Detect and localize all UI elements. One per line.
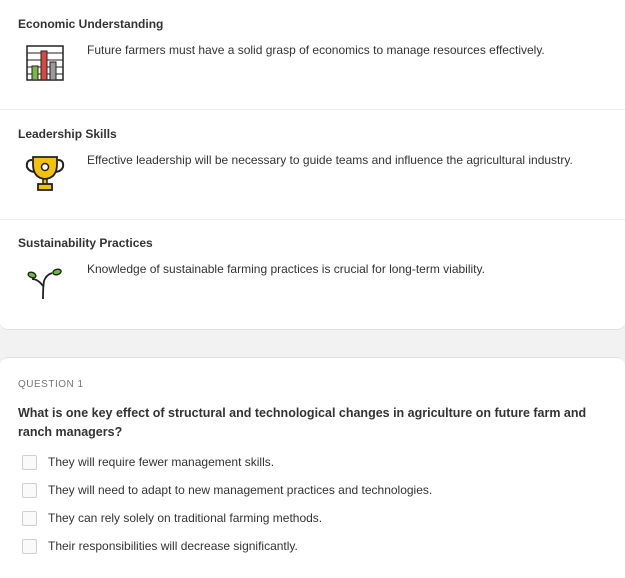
answer-option-label: Their responsibilities will decrease significantly. <box>48 539 298 553</box>
skill-description: Future farmers must have a solid grasp of economics to manage resources effectively. <box>87 43 545 57</box>
answer-option[interactable] <box>18 480 578 502</box>
skill-description: Knowledge of sustainable farming practices is crucial for long-term viability. <box>87 262 485 276</box>
skill-sustainability-practices <box>0 219 625 328</box>
answer-option[interactable] <box>18 536 578 558</box>
checkbox[interactable] <box>22 455 37 470</box>
answer-option[interactable] <box>18 508 578 530</box>
checkbox[interactable] <box>22 539 37 554</box>
answer-option[interactable] <box>18 452 578 474</box>
answer-option-label: They can rely solely on traditional farming methods. <box>48 511 323 525</box>
question-card <box>0 357 625 578</box>
skill-title: Leadership Skills <box>18 127 117 141</box>
answer-option-label: They will require fewer management skills. <box>48 455 275 469</box>
checkbox[interactable] <box>22 483 37 498</box>
skill-title: Economic Understanding <box>18 17 164 31</box>
checkbox[interactable] <box>22 511 37 526</box>
answer-option-label: They will need to adapt to new management practices and technologies. <box>48 483 433 497</box>
skill-title: Sustainability Practices <box>18 236 153 250</box>
question-text: What is one key effect of structural and technological changes in agriculture on future farm and ranch managers? <box>18 406 587 439</box>
skill-description: Effective leadership will be necessary to guide teams and influence the agricultural industry. <box>87 153 573 167</box>
question-number: QUESTION 1 <box>18 379 84 390</box>
trophy-icon <box>24 152 66 194</box>
skill-leadership-skills <box>0 110 625 220</box>
bar-chart-icon <box>24 42 66 84</box>
skill-economic-understanding <box>0 0 625 110</box>
sprout-icon <box>24 261 66 303</box>
